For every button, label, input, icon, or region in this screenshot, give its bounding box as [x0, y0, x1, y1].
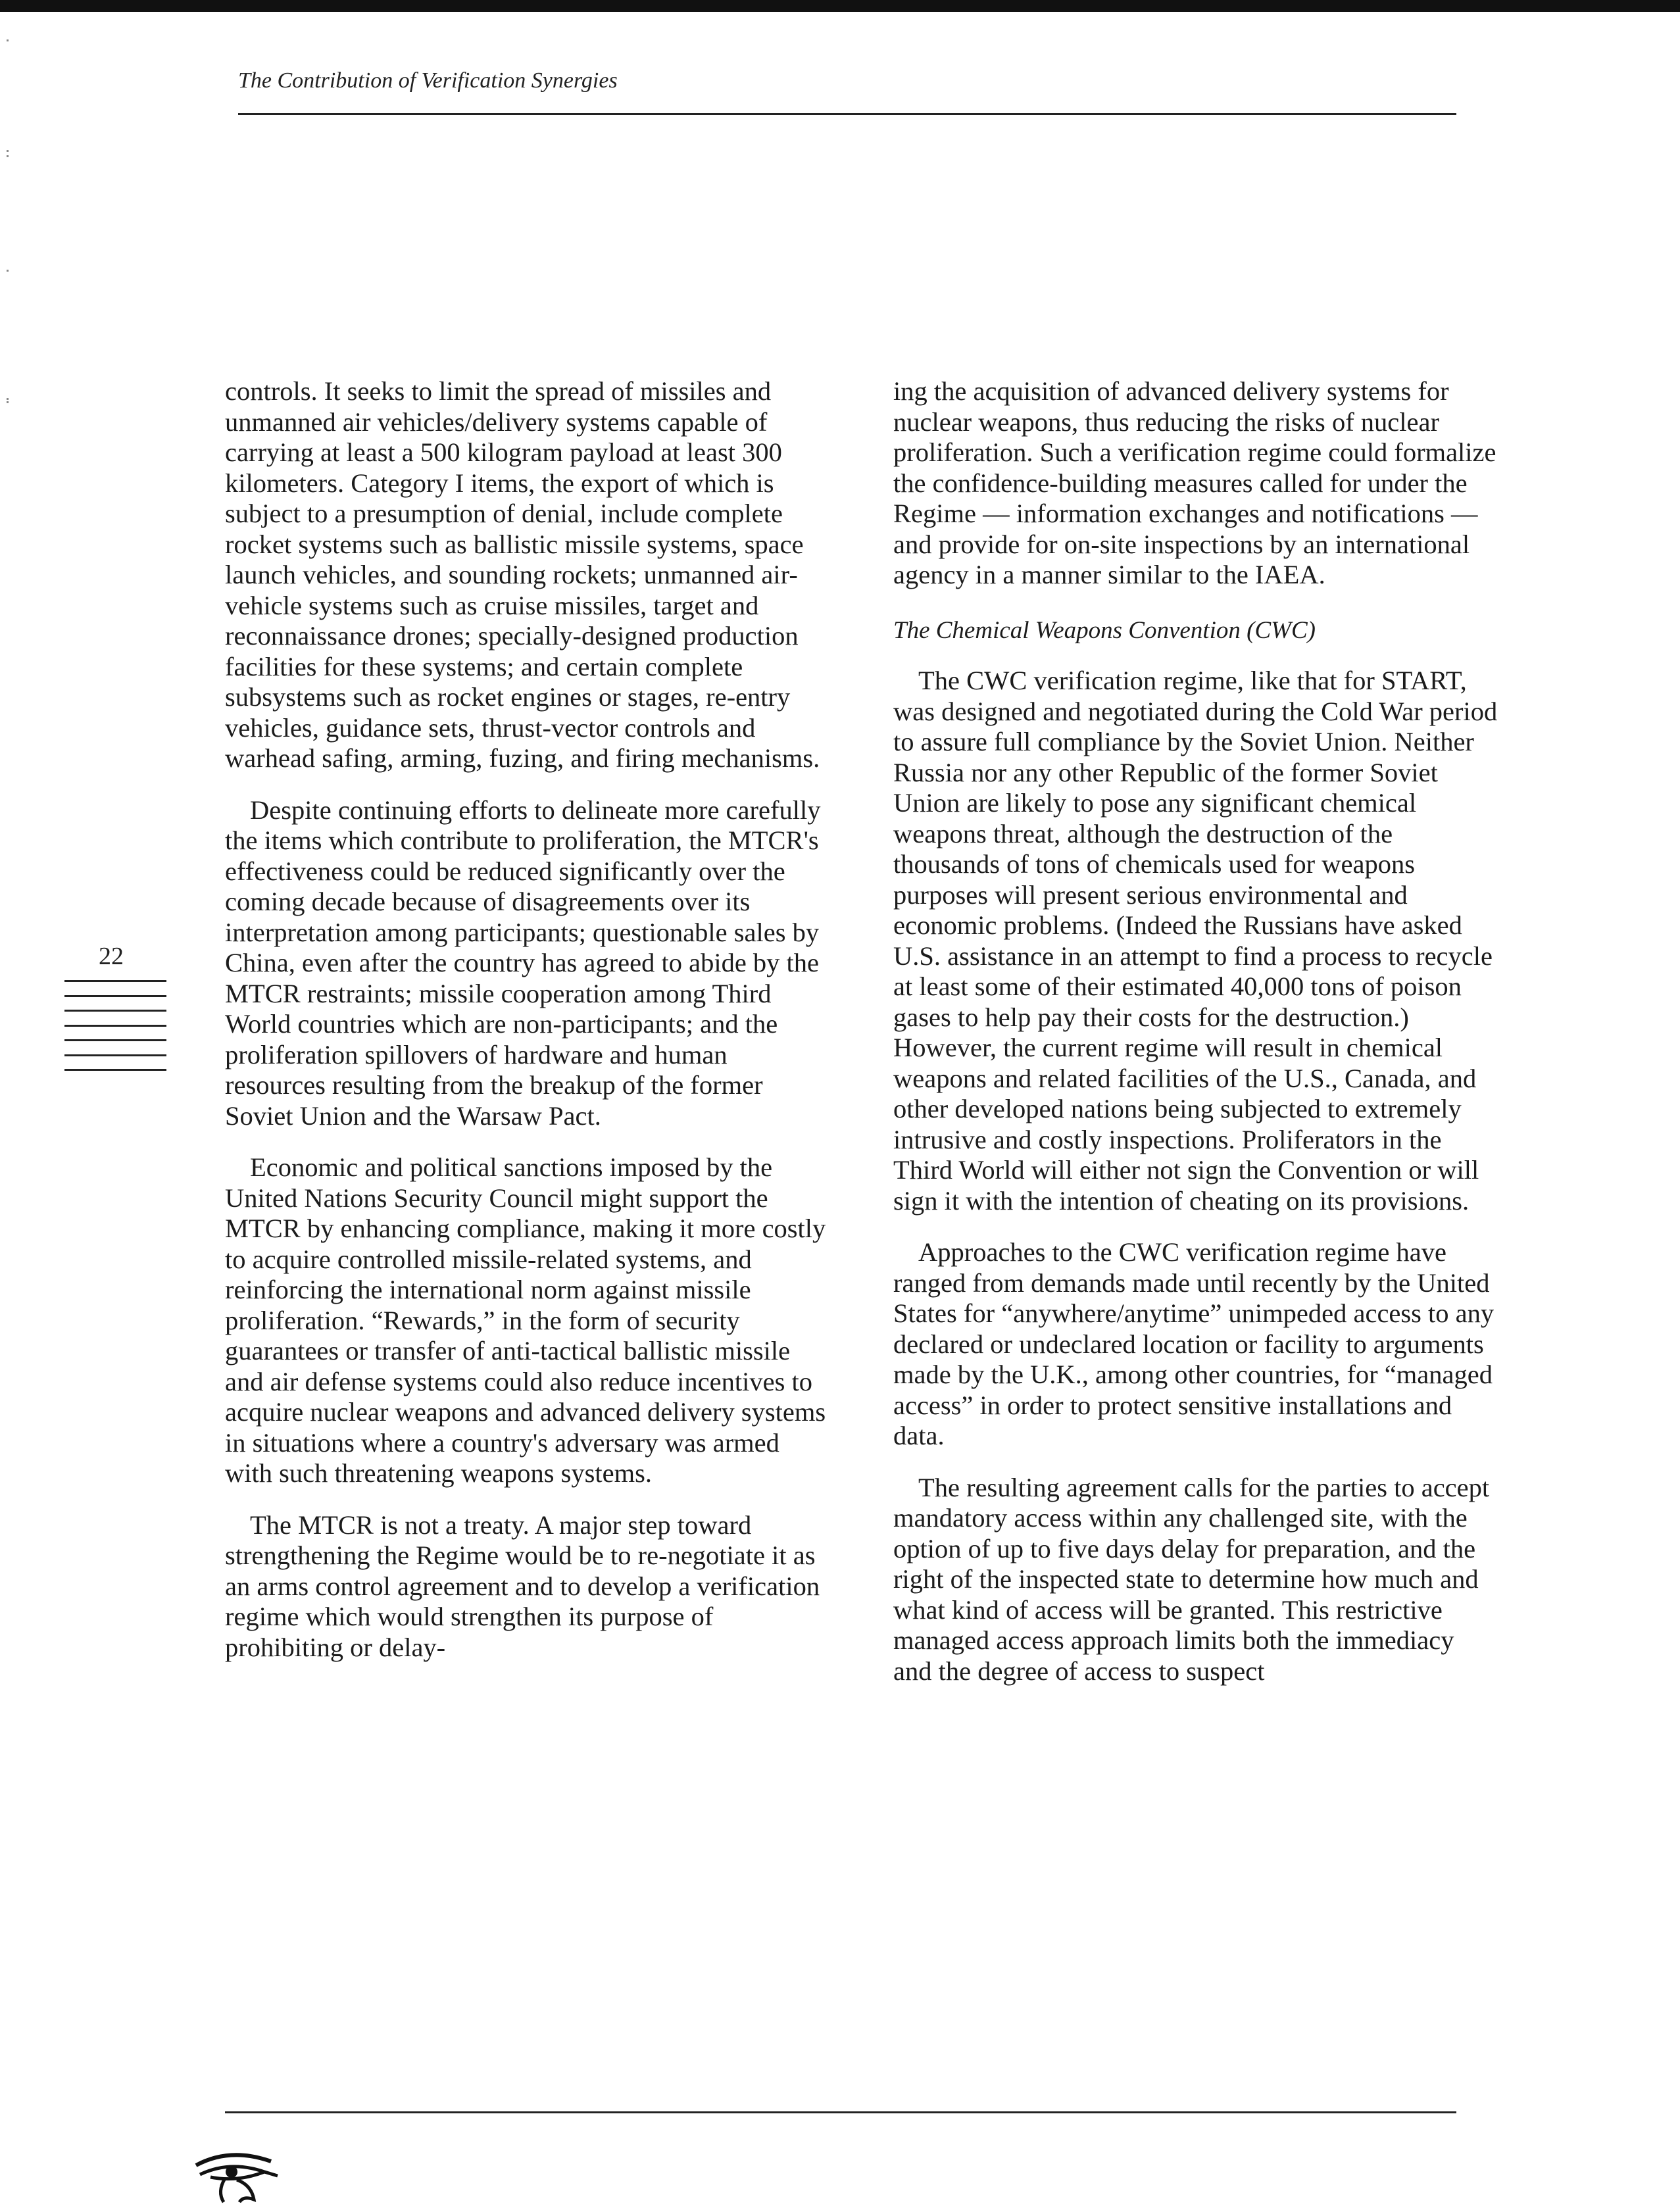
margin-decorative-rules — [64, 980, 166, 1084]
left-paragraph-1: controls. It seeks to limit the spread of missiles and unmanned air vehicles/delivery systems capable of carrying at least a 500 kilogram payload at least 300 kilometers. Category I items, the export of which is subject to a presumption of denial, include complete rocket systems such as ballistic missile systems, space launch vehicles, and sounding rockets; unmanned air-vehicle systems such as cruise missiles, target and reconnaissance drones; specially-designed production facilities for these systems; and certain complete subsystems such as rocket engines or stages, re-entry vehicles, guidance sets, thrust-vector controls and warhead safing, arming, fuzing, and firing mechanisms. — [225, 376, 820, 773]
page-number: 22 — [99, 943, 124, 970]
left-paragraph-3: Economic and political sanctions imposed by the United Nations Security Council might support the MTCR by enhancing compliance, making it more costly to acquire controlled missile-related systems, and reinforcing the international norm against missile proliferation. “Rewards,” in the form of security guarantees or transfer of anti-tactical ballistic missile and air defense systems could also reduce incentives to acquire nuclear weapons and advanced delivery systems in situations where a country's adversary was armed with such threatening weapons systems. — [225, 1152, 826, 1488]
right-paragraph-3: The resulting agreement calls for the parties to accept mandatory access within any challenged site, with the option of up to five days delay for preparation, and the right of the inspected state to determine how much and what kind of access will be granted. This restrictive managed access approach limits both the immediacy and the degree of access to suspect — [893, 1472, 1490, 1686]
section-subheading: The Chemical Weapons Convention (CWC) — [893, 616, 1316, 644]
left-paragraph-2: Despite continuing efforts to delineate more carefully the items which contribute to proliferation, the MTCR's effectiveness could be reduced significantly over the coming decade because of disagreements over its interpretation among participants; questionable sales by China, even after the country has agreed to abide by the MTCR restraints; missile cooperation among Third World countries which are non-participants; and the proliferation spillovers of hardware and human resources resulting from the breakup of the former Soviet Union and the Warsaw Pact. — [225, 795, 821, 1131]
running-header-title: The Contribution of Verification Synergies — [238, 68, 618, 93]
header-rule — [238, 113, 1456, 115]
eye-of-horus-logo — [191, 2146, 283, 2205]
top-scan-border — [0, 0, 1680, 12]
footer-rule — [225, 2111, 1456, 2113]
scan-marks — [7, 0, 20, 460]
right-paragraph-2: Approaches to the CWC verification regime have ranged from demands made until recently by the United States for “anywhere/anytime” unimpeded access to any declared or undeclared location or facility to arguments made by the U.K., among other countries, for “managed access” in order to protect sensitive installations and data. — [893, 1237, 1495, 1450]
right-paragraph-1: The CWC verification regime, like that for START, was designed and negotiated during the Cold War period to assure full compliance by the Soviet Union. Neither Russia nor any other Republic of the former Soviet Union are likely to pose any significant chemical weapons threat, although the destruction of the thousands of tons of chemicals used for weapons purposes will present serious environmental and economic problems. (Indeed the Russians have asked U.S. assistance in an attempt to find a process to recycle at least some of their estimated 40,000 tons of poison gases to help pay their costs for the destruction.) However, the current regime will result in chemical weapons and related facilities of the U.S., Canada, and other developed nations being subjected to extremely intrusive and costly inspections. Proliferators in the Third World will either not sign the Convention or will sign it with the intention of cheating on its provisions. — [893, 666, 1498, 1216]
right-column — [893, 376, 1498, 1686]
right-paragraph-continuation: ing the acquisition of advanced delivery systems for nuclear weapons, thus reducing the risks of nuclear proliferation. Such a verification regime could formalize the confidence-building measures called for under the Regime — information exchanges and notifications — and provide for on-site inspections by an international agency in a manner similar to the IAEA. — [893, 376, 1496, 589]
left-paragraph-4: The MTCR is not a treaty. A major step toward strengthening the Regime would be to re-negotiate it as an arms control agreement and to develop a verification regime which would strengthen its purpose of prohibiting or delay- — [225, 1510, 820, 1662]
left-column — [225, 376, 830, 1663]
